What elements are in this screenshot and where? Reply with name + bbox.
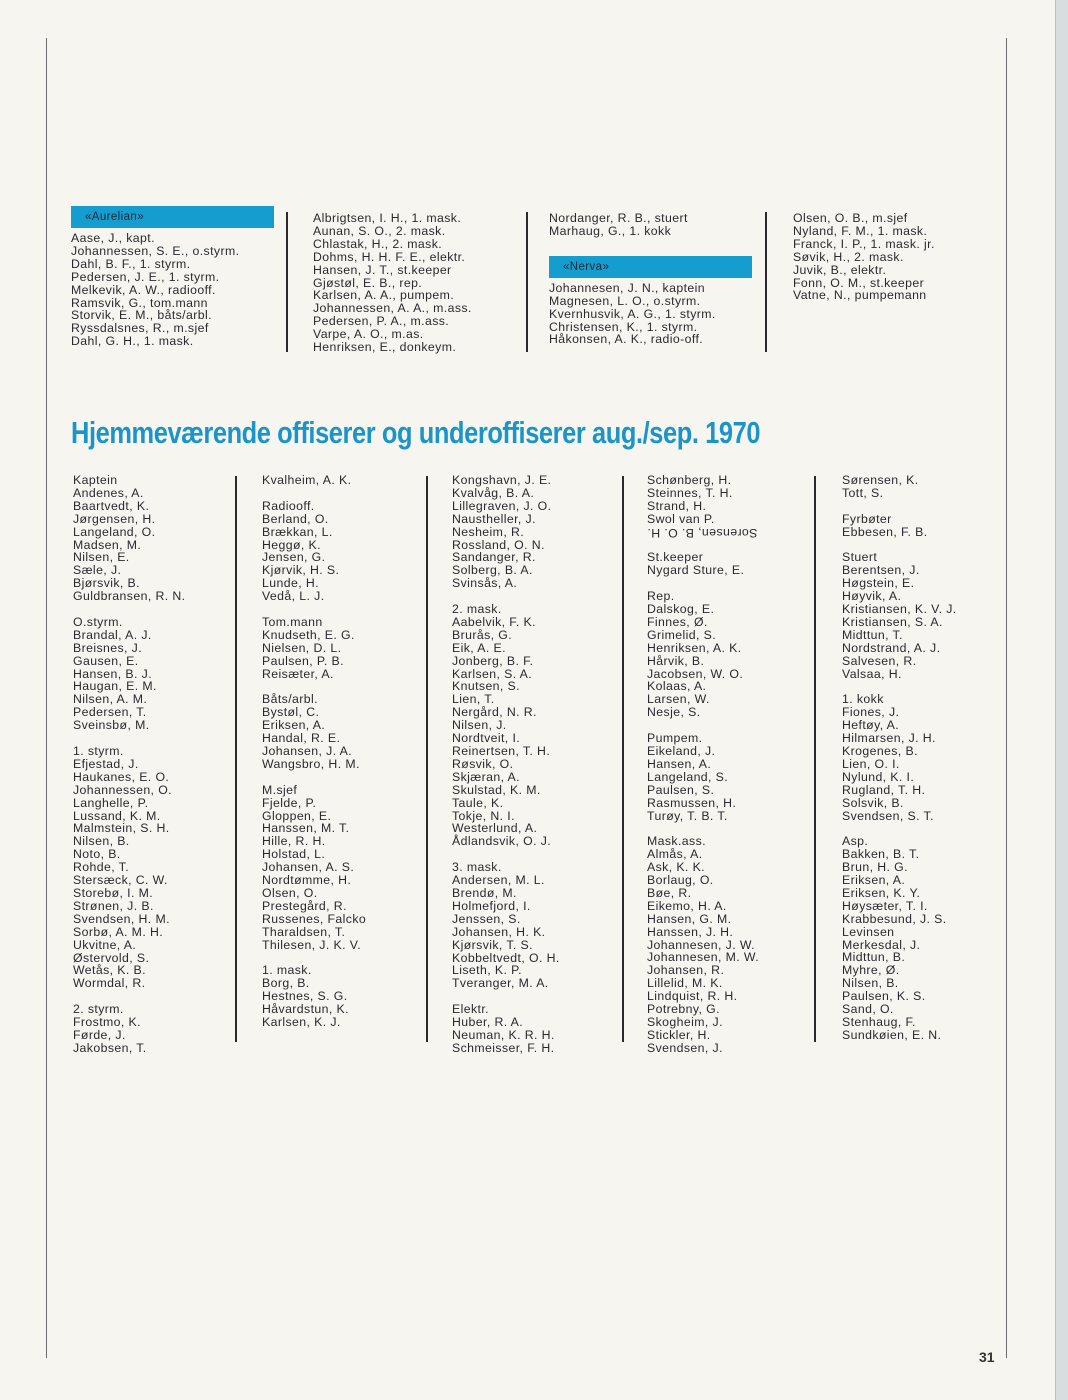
officer-name: Steinnes, T. H. (647, 485, 733, 500)
officer-name: Finnes, Ø. (647, 614, 708, 629)
officer-name: Larsen, W. (647, 692, 710, 707)
officer-name: Midttun, T. (842, 627, 903, 642)
rank-column (452, 474, 560, 1055)
officer-name: Berentsen, J. (842, 563, 920, 578)
officer-name: Frostmo, K. (73, 1015, 141, 1030)
officer-name: Johansen, R. (647, 963, 725, 978)
rank-heading: 2. mask. (452, 602, 502, 617)
officer-name: Sorbø, A. M. H. (73, 924, 164, 939)
officer-name: Eikeland, J. (647, 743, 716, 758)
ship-crew-column (313, 212, 472, 354)
rank-heading: M.sjef (262, 782, 298, 797)
officer-name: Sandanger, R. (452, 550, 536, 565)
officer-name: Nilsen, E. (73, 550, 130, 565)
officer-name: Rasmussen, H. (647, 795, 737, 810)
officer-name: Nygard Sture, E. (647, 563, 745, 578)
column-separator (814, 476, 816, 1042)
officer-name: Håvardstun, K. (262, 1002, 349, 1017)
column-separator (235, 476, 237, 1042)
left-margin-rule (46, 38, 47, 1358)
officer-name: Rohde, T. (73, 860, 130, 875)
officer-name: Lien, T. (452, 692, 495, 707)
officer-name: Skulstad, K. M. (452, 782, 541, 797)
officer-name: Nesje, S. (647, 705, 701, 720)
crew-entry: Gjøstøl, E. B., rep. (313, 275, 423, 290)
officer-name: Turøy, T. B. T. (647, 808, 728, 823)
officer-name: Kristiansen, K. V. J. (842, 602, 957, 617)
officer-name: Jørgensen, H. (73, 511, 156, 526)
rank-heading: Rep. (647, 589, 675, 604)
rank-heading: 1. mask. (262, 963, 312, 978)
officer-name: Langeland, S. (647, 769, 729, 784)
officer-name: Brækkan, L. (262, 524, 333, 539)
page-title: Hjemmeværende offiserer og underoffiserer aug./sep. 1970 (71, 415, 761, 450)
spacer (549, 238, 752, 256)
officer-name: Kolaas, A. (647, 679, 707, 694)
officer-name: Hanssen, M. T. (262, 821, 350, 836)
officer-name: Tharaldsen, T. (262, 924, 346, 939)
officer-name: Østervold, S. (73, 950, 150, 965)
officer-name: Hille, R. H. (262, 834, 326, 849)
officer-name: Noto, B. (73, 847, 121, 862)
crew-entry: Olsen, O. B., m.sjef (793, 211, 908, 225)
officer-name: Berland, O. (262, 511, 329, 526)
officer-name: Bakken, B. T. (842, 847, 920, 862)
officer-name: Reinertsen, T. H. (452, 744, 551, 759)
officer-name: Nielsen, D. L. (262, 640, 342, 655)
crew-entry: Christensen, K., 1. styrm. (549, 319, 698, 334)
officer-name: Myhre, Ø. (842, 963, 900, 978)
officer-name: Wetås, K. B. (73, 963, 146, 978)
officer-name: Skogheim, J. (647, 1015, 723, 1029)
officer-name: Nordstrand, A. J. (842, 640, 941, 655)
officer-name: Lindquist, R. H. (647, 989, 738, 1004)
ship-name-tag: «Nerva» (549, 256, 752, 278)
officer-name: Handal, R. E. (262, 731, 341, 746)
crew-entry: Dohms, H. H. F. E., elektr. (313, 249, 466, 264)
officer-name: Johannessen, O. (73, 782, 172, 797)
officer-name: Bjørsvik, B. (73, 576, 140, 591)
officer-name: Borg, B. (262, 976, 310, 991)
officer-name: Karlsen, S. A. (452, 666, 533, 681)
crew-entry: Ryssdalsnes, R., m.sjef (71, 321, 209, 336)
officer-name: Brun, H. G. (842, 860, 908, 875)
officer-name: Valsaa, H. (842, 666, 902, 681)
officer-name: Lien, O. I. (842, 756, 900, 771)
officer-name: Efjestad, J. (73, 756, 139, 771)
officer-name: Johansen, J. A. (262, 743, 353, 758)
ship-crew-column (793, 212, 935, 302)
crew-entry: Dahl, G. H., 1. mask. (71, 334, 194, 349)
officer-name: Bystøl, C. (262, 705, 320, 720)
officer-name: Jakobsen, T. (73, 1040, 147, 1055)
officer-name: Nylund, K. I. (842, 769, 915, 784)
officer-name: Paulsen, P. B. (262, 653, 344, 668)
officer-name: Potrebny, G. (647, 1002, 720, 1017)
rank-heading: Radiooff. (262, 498, 315, 513)
officer-name: Madsen, M. (73, 537, 142, 552)
officer-name: Hansen, G. M. (647, 911, 732, 926)
officer-name: Eriksen, A. (842, 873, 906, 888)
officer-name: Reisæter, A. (262, 666, 334, 681)
officer-name: Aabelvik, F. K. (452, 614, 536, 629)
officer-name: Stenhaug, F. (842, 1015, 916, 1029)
officer-name: Schønberg, H. (647, 473, 732, 487)
officer-name: Svendsen, J. (647, 1040, 723, 1055)
officer-name: Gloppen, E. (262, 808, 332, 823)
officer-name: Krabbesund, J. S. (842, 911, 947, 926)
officer-name: Fjelde, P. (262, 795, 317, 810)
rank-heading: Mask.ass. (647, 834, 706, 849)
rank-heading: Elektr. (452, 1002, 489, 1017)
rank-heading: 3. mask. (452, 860, 502, 875)
rank-heading: Asp. (842, 834, 869, 849)
group-gap (262, 487, 366, 500)
officer-name: Eik, A. E. (452, 640, 506, 655)
rank-column (262, 474, 366, 1029)
officer-name: Rossland, O. N. (452, 537, 545, 552)
crew-entry: Henriksen, E., donkeym. (313, 340, 457, 355)
officer-name: Salvesen, R. (842, 653, 917, 668)
crew-entry: Karlsen, A. A., pumpem. (313, 288, 455, 303)
officer-name: Tokje, N. I. (452, 808, 515, 823)
officer-name: Hilmarsen, J. H. (842, 731, 936, 746)
ship-crew-column (71, 206, 274, 348)
officer-name: Brurås, G. (452, 627, 513, 642)
officer-name: Olsen, O. (262, 885, 318, 900)
crew-entry: Håkonsen, A. K., radio-off. (549, 332, 704, 347)
officer-name: Førde, J. (73, 1027, 126, 1042)
crew-entry: Nyland, F. M., 1. mask. (793, 223, 928, 238)
officer-name: Henriksen, A. K. (647, 640, 742, 655)
officer-name: Russenes, Falcko (262, 911, 367, 926)
rank-heading: St.keeper (647, 550, 704, 565)
officer-name: Eriksen, K. Y. (842, 885, 921, 900)
officer-name: Neuman, K. R. H. (452, 1027, 555, 1042)
rank-heading: Fyrbøter (842, 511, 892, 526)
officer-name: Kongshavn, J. E. (452, 473, 552, 487)
crew-entry: Vatne, N., pumpemann (793, 288, 927, 303)
rank-heading: 1. styrm. (73, 744, 124, 758)
officer-name: Holstad, L. (262, 847, 326, 862)
group-gap (262, 603, 366, 616)
officer-name: Merkesdal, J. (842, 937, 921, 952)
officer-name: Brendø, M. (452, 885, 517, 900)
crew-entry: Pedersen, P. A., m.ass. (313, 314, 450, 329)
officer-name: Høgstein, E. (842, 576, 915, 591)
officer-name: Lillelid, M. K. (647, 976, 723, 991)
officer-name: Storebø, I. M. (73, 885, 154, 900)
group-gap (262, 771, 366, 784)
column-separator (426, 476, 428, 1042)
officer-name: Schmeisser, F. H. (452, 1040, 555, 1055)
group-gap (842, 500, 957, 513)
officer-name: Eikemo, H. A. (647, 898, 727, 913)
officer-name: Andenes, A. (73, 485, 144, 500)
officer-name: Lillegraven, J. O. (452, 498, 552, 513)
officer-name: Brandal, A. J. (73, 627, 152, 642)
rank-heading: Stuert (842, 550, 878, 565)
crew-entry: Magnesen, L. O., o.styrm. (549, 293, 701, 308)
officer-name: Sveinsbø, M. (73, 718, 150, 733)
officer-name: Haukanes, E. O. (73, 769, 170, 784)
ship-name-tag: «Aurelian» (71, 206, 274, 228)
crew-entry: Kvernhusvik, A. G., 1. styrm. (549, 306, 716, 321)
officer-name: Huber, R. A. (452, 1015, 524, 1030)
officer-name: Strand, H. (647, 498, 707, 513)
officer-name: Heftøy, A. (842, 718, 900, 733)
officer-name: Pedersen, T. (73, 705, 147, 720)
crew-entry: Storvik, E. M., båts/arbl. (71, 308, 212, 323)
rank-heading: 2. styrm. (73, 1002, 124, 1017)
officer-name: Langhelle, P. (73, 795, 149, 810)
officer-name: Naustheller, J. (452, 511, 536, 526)
officer-name: Johansen, A. S. (262, 860, 355, 875)
upside-down-entry: Sorensen, B. O. H. (647, 525, 758, 540)
officer-name: Sundkøien, E. N. (842, 1027, 942, 1042)
officer-name: Paulsen, K. S. (842, 989, 926, 1004)
column-separator (526, 212, 528, 352)
officer-name: Kvalvåg, B. A. (452, 485, 535, 500)
officer-name: Grimelid, S. (647, 627, 717, 642)
officer-name: Tveranger, M. A. (452, 976, 549, 991)
officer-name: Jonberg, B. F. (452, 653, 534, 668)
officer-name: Ådlandsvik, O. J. (452, 834, 552, 849)
officer-name: Solsvik, B. (842, 795, 904, 810)
officer-name: Solberg, B. A. (452, 563, 533, 578)
officer-name: Ask, K. K. (647, 860, 705, 875)
officer-name: Wangsbro, H. M. (262, 756, 360, 771)
officer-name: Almås, A. (647, 847, 703, 862)
officer-name: Hestnes, S. G. (262, 989, 348, 1004)
officer-name: Tott, S. (842, 485, 884, 500)
officer-name: Stickler, H. (647, 1027, 711, 1042)
officer-name: Krogenes, B. (842, 743, 918, 758)
officer-name: Jensen, G. (262, 550, 326, 565)
officer-name: Lunde, H. (262, 576, 319, 591)
crew-entry: Franck, I. P., 1. mask. jr. (793, 236, 935, 251)
officer-name: Fiones, J. (842, 705, 900, 720)
crew-entry: Melkevik, A. W., radiooff. (71, 282, 216, 297)
officer-name: Nilsen, B. (73, 834, 130, 849)
officer-name: Langeland, O. (73, 524, 156, 539)
officer-name: Nesheim, R. (452, 524, 525, 539)
officer-name: Heggø, K. (262, 537, 321, 552)
officer-name: Johannesen, M. W. (647, 950, 760, 965)
officer-name: Swol van P. (647, 511, 715, 526)
right-margin-rule (1006, 38, 1007, 1358)
crew-entry: Søvik, H., 2. mask. (793, 249, 904, 264)
crew-entry: Hansen, J. T., st.keeper (313, 262, 452, 277)
crew-entry: Albrigtsen, I. H., 1. mask. (313, 211, 462, 225)
officer-name: Kjørvik, H. S. (262, 563, 340, 578)
rank-column (842, 474, 957, 1042)
crew-entry: Fonn, O. M., st.keeper (793, 275, 925, 290)
officer-name: Kvalheim, A. K. (262, 473, 352, 487)
officer-name: Bøe, R. (647, 885, 692, 900)
page-number: 31 (979, 1349, 995, 1365)
officer-name: Rugland, T. H. (842, 782, 926, 797)
officer-name: Borlaug, O. (647, 873, 714, 888)
officer-name: Hårvik, B. (647, 653, 705, 668)
officer-name: Dalskog, E. (647, 602, 715, 617)
officer-name: Kristiansen, S. A. (842, 614, 943, 629)
crew-entry: Johannesen, J. N., kaptein (549, 280, 706, 295)
officer-name: Levinsen (842, 924, 895, 939)
officer-name: Hansen, B. J. (73, 666, 153, 681)
officer-name: Prestegård, R. (262, 898, 347, 913)
page-edge (1055, 0, 1068, 1400)
officer-name: Nordtveit, I. (452, 731, 521, 746)
officer-name: Kjørsvik, T. S. (452, 937, 533, 952)
officer-name: Liseth, K. P. (452, 963, 522, 978)
rank-heading: Kaptein (73, 473, 118, 487)
officer-name: Malmstein, S. H. (73, 821, 170, 836)
officer-name: Karlsen, K. J. (262, 1014, 341, 1029)
officer-name: Nilsen, B. (842, 976, 899, 991)
officer-name: Eriksen, A. (262, 718, 326, 733)
crew-entry: Pedersen, J. E., 1. styrm. (71, 269, 220, 284)
officer-name: Ukvitne, A. (73, 937, 137, 952)
crew-entry: Nordanger, R. B., stuert (549, 211, 688, 225)
officer-name: Svendsen, H. M. (73, 911, 170, 926)
officer-name: Høyvik, A. (842, 589, 902, 604)
officer-name: Høysæter, T. I. (842, 898, 928, 913)
officer-name: Holmefjord, I. (452, 898, 531, 913)
officer-name: Gausen, E. (73, 653, 139, 668)
rank-column (647, 474, 759, 1055)
officer-name: Breisnes, J. (73, 640, 143, 655)
officer-name: Knudseth, E. G. (262, 627, 355, 642)
column-separator (622, 476, 624, 1042)
officer-name: Sand, O. (842, 1002, 894, 1017)
rank-heading: Båts/arbl. (262, 692, 318, 707)
officer-name: Westerlund, A. (452, 821, 538, 836)
officer-name: Wormdal, R. (73, 976, 146, 991)
crew-entry: Marhaug, G., 1. kokk (549, 223, 672, 238)
officer-name: Guldbransen, R. N. (73, 589, 186, 604)
officer-name: Stersæck, C. W. (73, 873, 168, 888)
officer-name: Nilsen, A. M. (73, 692, 148, 707)
officer-name: Svendsen, S. T. (842, 808, 934, 823)
officer-name: Hansen, A. (647, 756, 712, 771)
rank-column (73, 474, 185, 1055)
rank-heading: Pumpem. (647, 731, 703, 746)
officer-name: Midttun, B. (842, 950, 906, 965)
crew-entry: Aase, J., kapt. (71, 231, 155, 245)
rank-heading: O.styrm. (73, 614, 123, 629)
officer-name: Sørensen, K. (842, 473, 919, 487)
officer-name: Lussand, K. M. (73, 808, 161, 823)
crew-entry: Dahl, B. F., 1. styrm. (71, 256, 191, 271)
officer-name: Skjæran, A. (452, 769, 520, 784)
officer-name: Jenssen, S. (452, 911, 521, 926)
column-separator (286, 212, 288, 352)
officer-name: Andersen, M. L. (452, 873, 545, 888)
officer-name: Thilesen, J. K. V. (262, 937, 362, 952)
rank-heading: 1. kokk (842, 692, 884, 707)
officer-name: Strønen, J. B. (73, 898, 154, 913)
ship-crew-column (549, 212, 752, 346)
officer-name: Johansen, H. K. (452, 924, 546, 939)
officer-name: Nordtømme, H. (262, 873, 352, 888)
crew-entry: Ramsvik, G., tom.mann (71, 295, 208, 310)
officer-name: Taule, K. (452, 795, 504, 810)
crew-entry: Johannessen, A. A., m.ass. (313, 301, 472, 316)
officer-name: Kobbeltvedt, O. H. (452, 950, 560, 965)
officer-name: Haugan, E. M. (73, 679, 157, 694)
officer-name: Knutsen, S. (452, 679, 520, 694)
officer-name: Johannesen, J. W. (647, 937, 755, 952)
column-separator (765, 212, 767, 352)
rank-heading: Tom.mann (262, 614, 323, 629)
crew-entry: Chlastak, H., 2. mask. (313, 236, 443, 251)
crew-entry: Aunan, S. O., 2. mask. (313, 223, 446, 238)
crew-entry: Varpe, A. O., m.as. (313, 327, 424, 342)
officer-name: Ebbesen, F. B. (842, 524, 928, 539)
officer-name: Baartvedt, K. (73, 498, 150, 513)
crew-entry: Johannessen, S. E., o.styrm. (71, 243, 240, 258)
crew-entry: Juvik, B., elektr. (793, 262, 887, 277)
officer-name: Jacobsen, W. O. (647, 666, 744, 681)
officer-name: Hanssen, J. H. (647, 924, 734, 939)
officer-name: Røsvik, O. (452, 756, 514, 771)
officer-name: Nilsen, J. (452, 718, 507, 733)
officer-name: Vedå, L. J. (262, 589, 325, 604)
officer-name: Sæle, J. (73, 563, 122, 578)
officer-name: Paulsen, S. (647, 782, 715, 797)
officer-name: Svinsås, A. (452, 576, 518, 591)
officer-name: Nergård, N. R. (452, 705, 537, 720)
